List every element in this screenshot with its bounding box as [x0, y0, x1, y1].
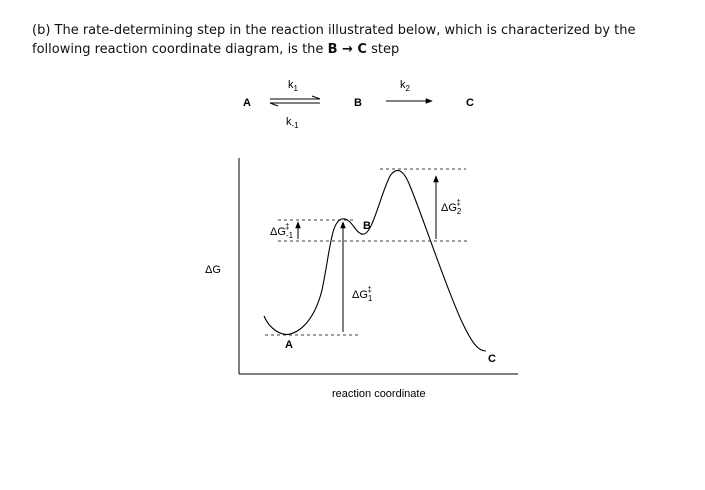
question-suffix: step [366, 42, 400, 57]
species-a-label: A [243, 97, 251, 109]
k2-label: $k_2$ [400, 79, 410, 93]
dg2-label: $\Delta G_2\ddagger$ [441, 198, 462, 216]
reaction-scheme [243, 79, 474, 130]
dg-minus1-label: $\Delta G_{-1}\ddagger$ [270, 222, 294, 240]
y-axis-label: ΔG [205, 264, 221, 276]
energy-curve [264, 170, 486, 351]
point-c-label: C [488, 353, 496, 365]
species-b-label: B [354, 97, 362, 109]
k-minus1-label: $k_{-1}$ [286, 116, 299, 130]
energy-diagram [205, 158, 518, 400]
dg1-label: $\Delta G_1\ddagger$ [352, 285, 373, 303]
x-axis-label: reaction coordinate [332, 388, 426, 400]
question-step: B → C [327, 42, 367, 57]
k1-label: $k_1$ [288, 79, 298, 93]
point-a-label: A [285, 339, 293, 351]
point-b-label: B [363, 220, 371, 232]
question-prefix: (b) The rate-determining step in the reaction illustrated below, which is characterized by the following reaction coordinate diagram, is the [32, 23, 636, 57]
species-c-label: C [466, 97, 474, 109]
